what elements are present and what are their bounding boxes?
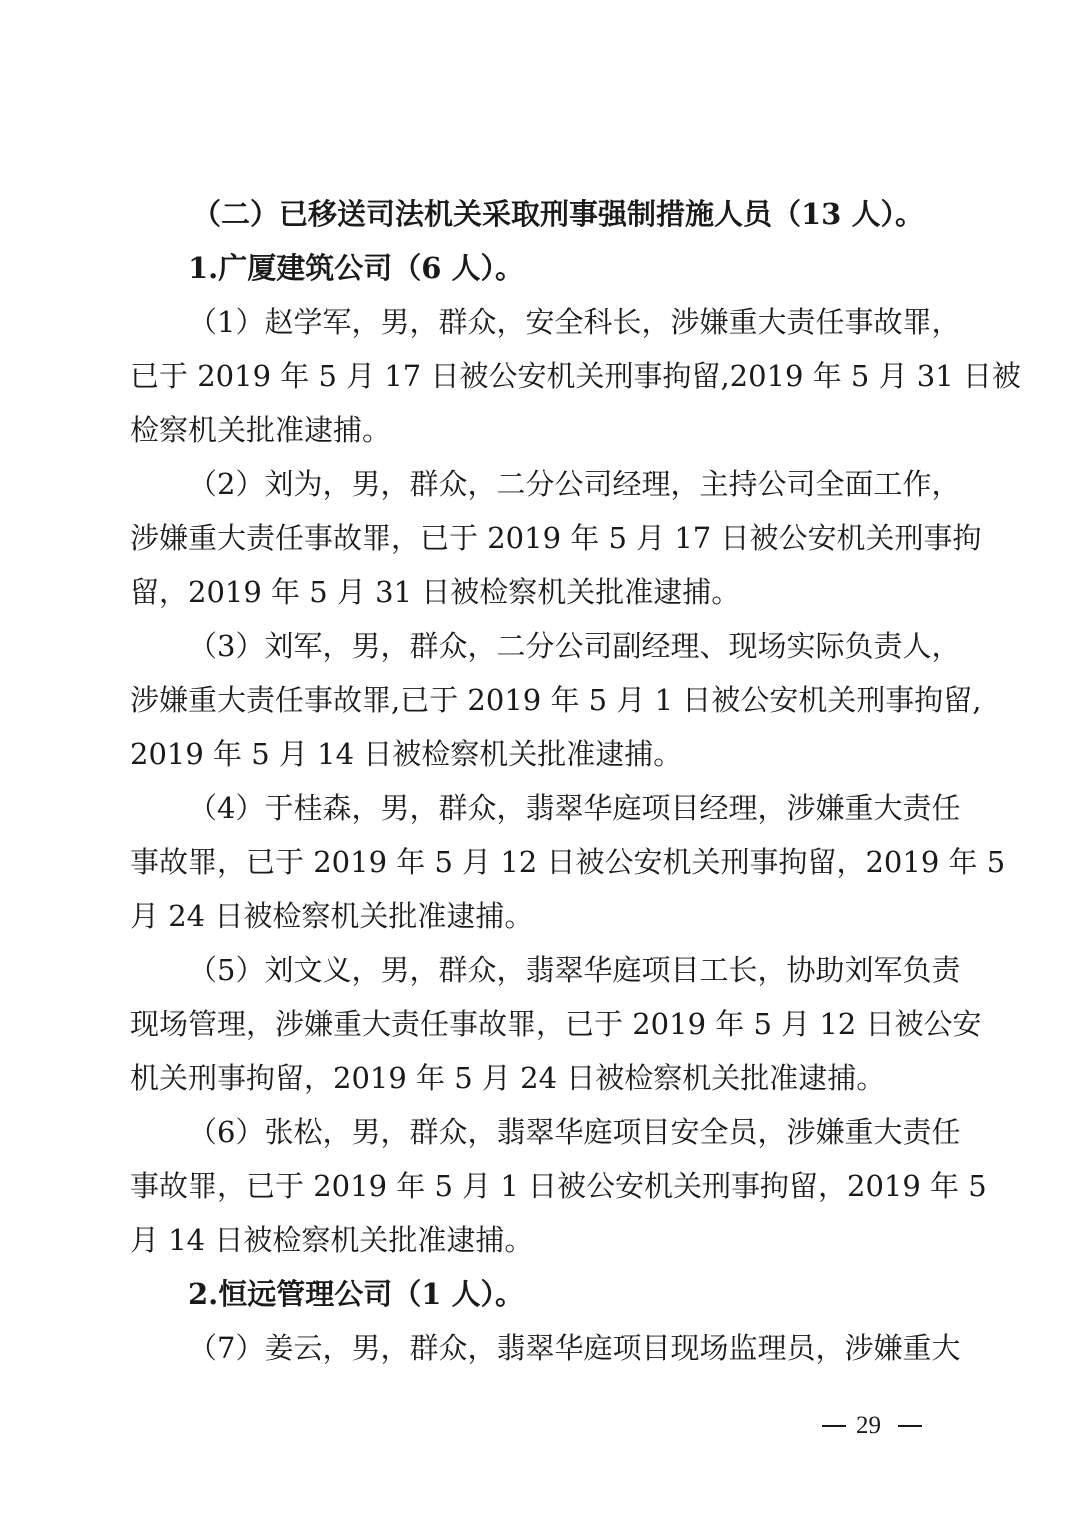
paragraph-line: （7）姜云，男，群众，翡翠华庭项目现场监理员，涉嫌重大 (188, 1331, 961, 1365)
paragraph-line: 月 24 日被检察机关批准逮捕。 (130, 899, 534, 933)
paragraph-line: 涉嫌重大责任事故罪,已于 2019 年 5 月 1 日被公安机关刑事拘留, (130, 683, 982, 717)
paragraph-line: 事故罪，已于 2019 年 5 月 12 日被公安机关刑事拘留，2019 年 5 (130, 845, 1006, 879)
paragraph-line: （1）赵学军，男，群众，安全科长，涉嫌重大责任事故罪， (188, 305, 961, 339)
page-number-value: 29 (856, 1412, 881, 1439)
paragraph-line: （2）刘为，男，群众，二分公司经理，主持公司全面工作， (188, 467, 961, 501)
group-heading-2: 2.恒远管理公司（1 人）。 (188, 1277, 525, 1311)
page-number (0, 1408, 1080, 1444)
paragraph-line: 事故罪，已于 2019 年 5 月 1 日被公安机关刑事拘留，2019 年 5 (130, 1169, 987, 1203)
paragraph-line: 月 14 日被检察机关批准逮捕。 (130, 1223, 534, 1257)
group-heading-1: 1.广厦建筑公司（6 人）。 (188, 251, 525, 285)
paragraph-line: （5）刘文义，男，群众，翡翠华庭项目工长，协助刘军负责 (188, 953, 961, 987)
paragraph-line: （4）于桂森，男，群众，翡翠华庭项目经理，涉嫌重大责任 (188, 791, 961, 825)
paragraph-line: （3）刘军，男，群众，二分公司副经理、现场实际负责人， (188, 629, 961, 663)
page-number-dash-right (898, 1425, 922, 1427)
paragraph-line: 检察机关批准逮捕。 (130, 413, 392, 447)
paragraph-line: 涉嫌重大责任事故罪，已于 2019 年 5 月 17 日被公安机关刑事拘 (130, 521, 982, 555)
page-number-dash-left (822, 1425, 846, 1427)
section-heading: （二）已移送司法机关采取刑事强制措施人员（13 人）。 (192, 197, 924, 231)
paragraph-line: 机关刑事拘留，2019 年 5 月 24 日被检察机关批准逮捕。 (130, 1061, 886, 1095)
paragraph-line: 已于 2019 年 5 月 17 日被公安机关刑事拘留,2019 年 5 月 31 日被 (130, 359, 1021, 393)
paragraph-line: 2019 年 5 月 14 日被检察机关批准逮捕。 (130, 737, 683, 771)
paragraph-line: 现场管理，涉嫌重大责任事故罪，已于 2019 年 5 月 12 日被公安 (130, 1007, 982, 1041)
paragraph-line: 留，2019 年 5 月 31 日被检察机关批准逮捕。 (130, 575, 741, 609)
paragraph-line: （6）张松，男，群众，翡翠华庭项目安全员，涉嫌重大责任 (188, 1115, 961, 1149)
